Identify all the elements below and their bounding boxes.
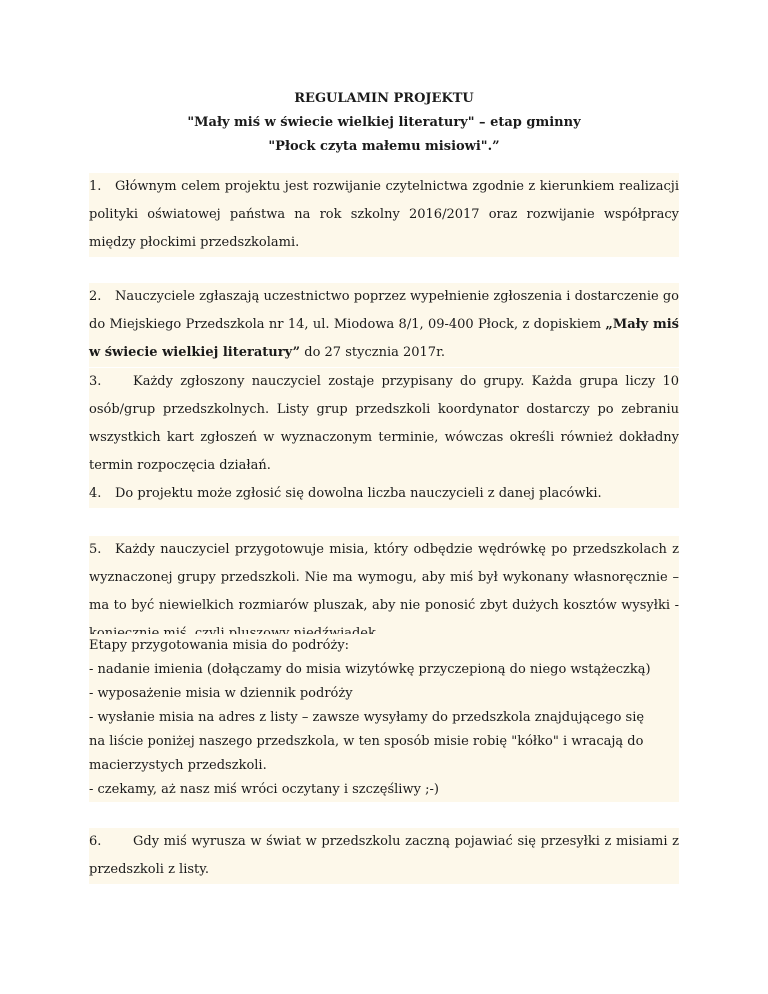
- stage-item-continued: macierzystych przedszkoli.: [89, 758, 267, 773]
- paragraph-number: 1.: [89, 179, 102, 194]
- stage-item: - wysłanie misia na adres z listy – zawsze wysyłamy do przedszkola znajdującego się: [89, 710, 645, 725]
- paragraph-6: [89, 828, 679, 884]
- paragraph-text: Głównym celem projektu jest rozwijanie czytelnictwa zgodnie z kierunkiem realizacji polityki oświatowej państwa na rok szkolny 2016/2017 oraz rozwijanie współpracy między płockimi przedszkolami.: [89, 179, 679, 250]
- paragraph-number: 6.: [89, 834, 102, 849]
- paragraph-number: 3.: [89, 374, 102, 389]
- project-name: "Mały miś w świecie wielkiej literatury" – etap gminny: [187, 115, 581, 130]
- paragraph-1: [89, 173, 679, 257]
- deadline-text: do 27 stycznia 2017r.: [300, 345, 445, 360]
- paragraph-4: [89, 480, 679, 508]
- paragraph-number: 5.: [89, 542, 102, 557]
- paragraph-text: Gdy miś wyrusza w świat w przedszkolu zaczną pojawiać się przesyłki z misiami z przedszkoli z listy.: [89, 834, 679, 877]
- stage-item-continued: na liście poniżej naszego przedszkola, w ten sposób misie robię "kółko" i wracają do: [89, 734, 644, 749]
- paragraph-5: [89, 536, 679, 648]
- project-subtitle: "Płock czyta małemu misiowi".”: [268, 139, 500, 154]
- paragraph-text: Każdy nauczyciel przygotowuje misia, który odbędzie wędrówkę po przedszkolach z wyznaczonej grupy przedszkoli. Nie ma wymogu, aby miś był wykonany własnoręcznie – ma to być niewielkich rozmiarów pluszak, aby nie ponosić zbyt dużych kosztów wysyłki -: [89, 542, 679, 613]
- paragraph-text: Do projektu może zgłosić się dowolna liczba nauczycieli z danej placówki.: [115, 486, 602, 501]
- paragraph-2: [89, 283, 679, 367]
- paragraph-number: 4.: [89, 486, 102, 501]
- stage-item: - wyposażenie misia w dziennik podróży: [89, 686, 353, 701]
- stage-item: - czekamy, aż nasz miś wróci oczytany i szczęśliwy ;-): [89, 782, 439, 797]
- preparation-stages: [89, 634, 679, 802]
- stages-heading: Etapy przygotowania misia do podróży:: [89, 638, 350, 653]
- project-name-emphasis: „Mały miś w świecie wielkiej literatury”: [89, 317, 679, 360]
- stage-item: - nadanie imienia (dołączamy do misia wizytówkę przyczepioną do niego wstążeczką): [89, 662, 651, 677]
- document-title: REGULAMIN PROJEKTU: [294, 91, 474, 106]
- paragraph-3: [89, 368, 679, 480]
- paragraph-text: Nauczyciele zgłaszają uczestnictwo poprzez wypełnienie zgłoszenia i dostarczenie go do Miejskiego Przedszkola nr 14, ul. Miodowa 8/1, 09-400 Płock, z dopiskiem: [89, 289, 679, 332]
- paragraph-text: Każdy zgłoszony nauczyciel zostaje przypisany do grupy. Każda grupa liczy 10 osób/grup przedszkolnych. Listy grup przedszkoli koordynator dostarczy po zebraniu wszystkich kart zgłoszeń w wyznaczonym terminie, wówczas określi również dokładny termin rozpoczęcia działań.: [89, 374, 679, 473]
- paragraph-number: 2.: [89, 289, 102, 304]
